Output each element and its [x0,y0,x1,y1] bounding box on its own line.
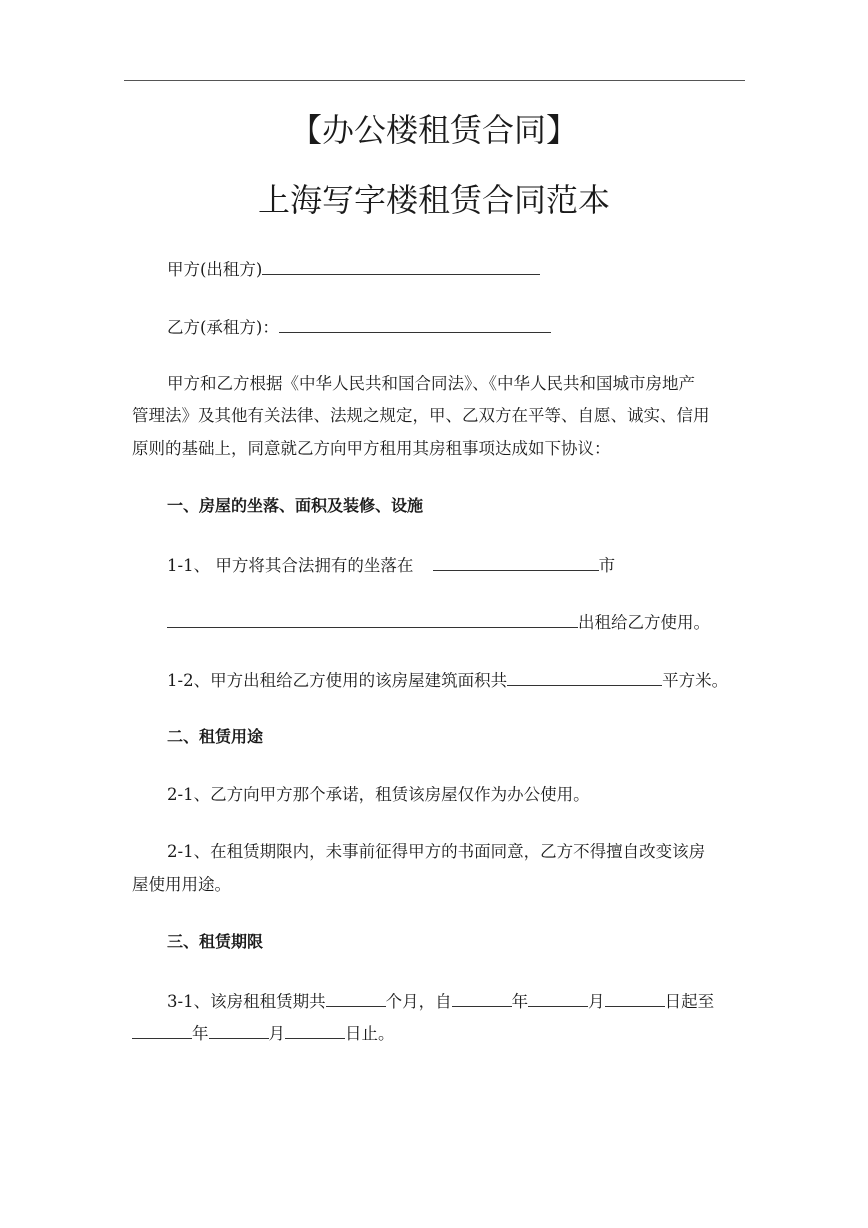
start-day-blank[interactable] [605,988,665,1007]
end-month-blank[interactable] [209,1020,269,1039]
header-rule [124,80,745,81]
clause-3-1-line-1 [167,988,714,1014]
clause-1-1-prefix: 1-1、 甲方将其合法拥有的坐落在 [167,556,414,575]
start-month-blank[interactable] [528,988,588,1007]
clause-3-1-year2: 年 [192,1024,209,1043]
end-day-blank[interactable] [285,1020,345,1039]
clause-1-1-line [167,552,615,578]
clause-2-1b-line-2: 屋使用用途。 [132,875,231,894]
months-blank[interactable] [326,988,386,1007]
clause-3-1-end: 日止。 [345,1024,395,1043]
clause-1-2-prefix: 1-2、甲方出租给乙方使用的该房屋建筑面积共 [167,671,508,690]
party-b-blank[interactable] [279,314,551,333]
clause-1-1-end: 出租给乙方使用。 [578,613,710,632]
party-b-label: 乙方(承租方)： [167,318,279,337]
clause-1-2-unit: 平方米。 [662,671,729,690]
clause-3-1-a: 3-1、该房租租赁期共 [167,992,326,1011]
clause-3-1-line-2 [132,1020,395,1046]
section-3-heading: 三、租赁期限 [167,932,264,951]
area-blank[interactable] [507,667,662,686]
clause-3-1-month: 月 [588,992,605,1011]
clause-2-1: 2-1、乙方向甲方那个承诺，租赁该房屋仅作为办公使用。 [167,785,590,804]
party-a-label: 甲方(出租方) [167,260,263,279]
section-2-heading: 二、租赁用途 [167,727,264,746]
start-year-blank[interactable] [452,988,512,1007]
location-blank[interactable] [433,552,599,571]
party-b-line [167,314,551,340]
intro-line-3: 原则的基础上，同意就乙方向甲方租用其房租事项达成如下协议： [132,439,611,458]
section-1-heading: 一、房屋的坐落、面积及装修、设施 [167,496,424,515]
clause-1-1-city: 市 [598,556,616,575]
intro-line-1: 甲方和乙方根据《中华人民共和国合同法》、《中华人民共和国城市房地产 [167,374,695,393]
end-year-blank[interactable] [132,1020,192,1039]
intro-line-2: 管理法》及其他有关法律、法规之规定，甲、乙双方在平等、自愿、诚实、信用 [132,406,710,425]
clause-3-1-month2: 月 [268,1024,285,1043]
clause-3-1-from: 日起至 [664,992,715,1011]
clause-1-2-line [167,667,728,693]
party-a-blank[interactable] [262,256,540,275]
address-blank[interactable] [167,609,578,628]
clause-2-1b-line-1: 2-1、在租赁期限内，未事前征得甲方的书面同意，乙方不得擅自改变该房 [167,842,706,861]
clause-1-1-cont [167,609,710,635]
party-a-line [167,256,540,282]
clause-3-1-year: 年 [511,992,529,1011]
document-title: 【办公楼租赁合同】 [289,111,578,149]
document-subtitle: 上海写字楼租赁合同范本 [257,181,610,219]
clause-3-1-b: 个月，自 [385,992,452,1011]
